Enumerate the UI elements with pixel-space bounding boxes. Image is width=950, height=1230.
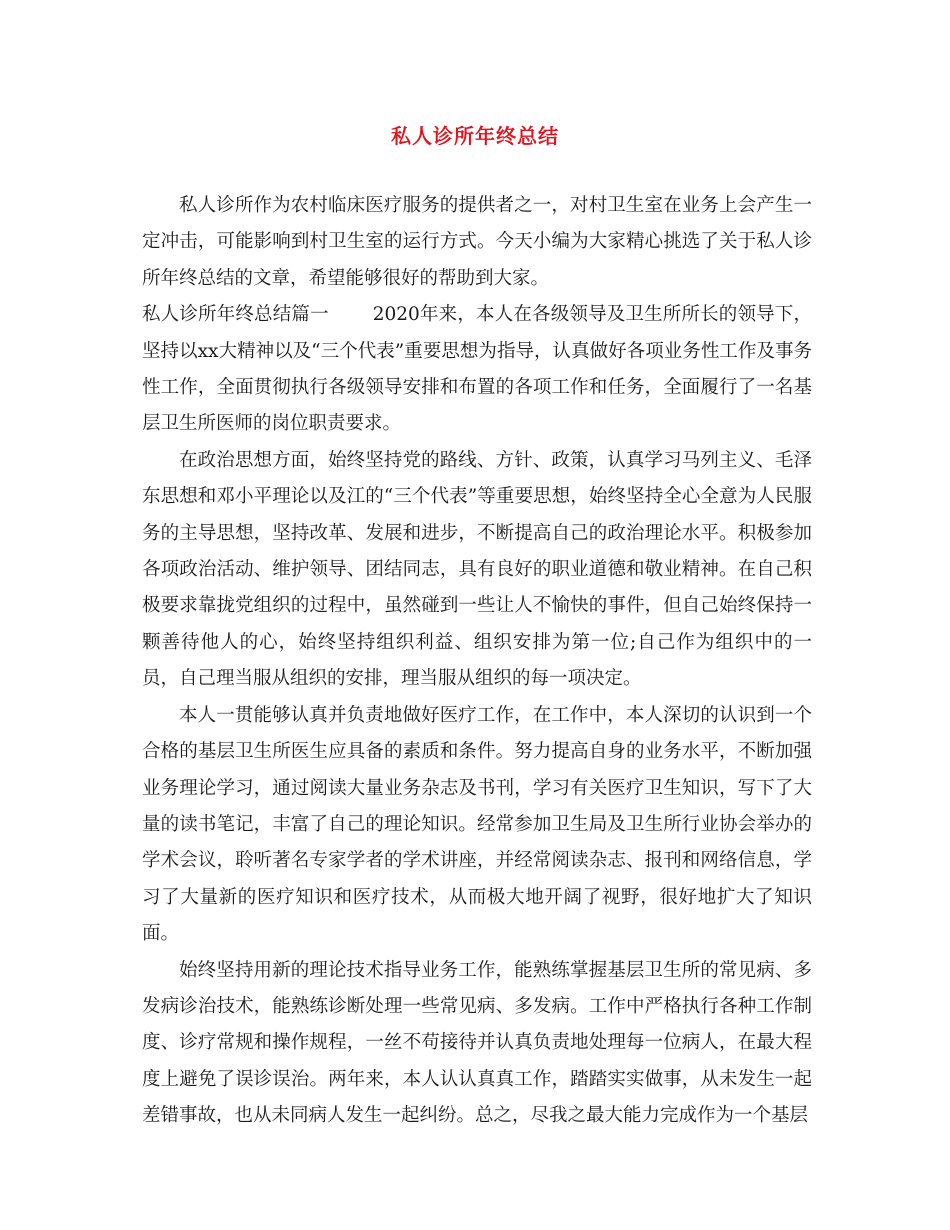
body-paragraph: 本人一贯能够认真并负责地做好医疗工作，在工作中，本人深切的认识到一个合格的基层卫生所医生应具备的素质和条件。努力提高自身的业务水平，不断加强业务理论学习，通过阅读大量业务杂志及书刊，学习有关医疗卫生知识，写下了大量的读书笔记，丰富了自己的理论知识。经常参加卫生局及卫生所行业协会举办的学术会议，聆听著名专家学者的学术讲座，并经常阅读杂志、报刊和网络信息，学习了大量新的医疗知识和医疗技术，从而极大地开阔了视野，很好地扩大了知识面。 xyxy=(142,704,812,945)
section-paragraph xyxy=(142,297,812,443)
body-paragraph: 始终坚持用新的理论技术指导业务工作，能熟练掌握基层卫生所的常见病、多发病诊治技术，能熟练诊断处理一些常见病、多发病。工作中严格执行各种工作制度、诊疗常规和操作规程，一丝不苟接待并认真负责地处理每一位病人，在最大程度上避免了误诊误治。两年来，本人认认真真工作，踏踏实实做事，从未发生一起差错事故，也从未同病人发生一起纠纷。总之，尽我之最大能力完成作为一个基层 xyxy=(142,959,812,1127)
body-paragraph: 在政治思想方面，始终坚持党的路线、方针、政策，认真学习马列主义、毛泽东思想和邓小平理论以及江的“三个代表”等重要思想，始终坚持全心全意为人民服务的主导思想，坚持改革、发展和进步，不断提高自己的政治理论水平。积极参加各项政治活动、维护领导、团结同志，具有良好的职业道德和敬业精神。在自己积极要求靠拢党组织的过程中，虽然碰到一些让人不愉快的事件，但自己始终保持一颗善待他人的心，始终坚持组织利益、组织安排为第一位;自己作为组织中的一员，自己理当服从组织的安排，理当服从组织的每一项决定。 xyxy=(142,449,812,690)
intro-paragraph: 私人诊所作为农村临床医疗服务的提供者之一，对村卫生室在业务上会产生一定冲击，可能影响到村卫生室的运行方式。今天小编为大家精心挑选了关于私人诊所年终总结的文章，希望能够很好的帮助到大家。 xyxy=(142,195,812,289)
section-heading: 私人诊所年终总结篇一 xyxy=(142,304,329,326)
document-body xyxy=(142,188,812,1135)
document-title: 私人诊所年终总结 xyxy=(391,124,559,148)
section-first-text: 2020年来，本人在各级领导及卫生所所长的领导下，坚持以xx大精神以及“三个代表”重要思想为指导，认真做好各项业务性工作及事务性工作，全面贯彻执行各级领导安排和布置的各项工作和任务，全面履行了一名基层卫生所医师的岗位职责要求。 xyxy=(142,304,812,435)
